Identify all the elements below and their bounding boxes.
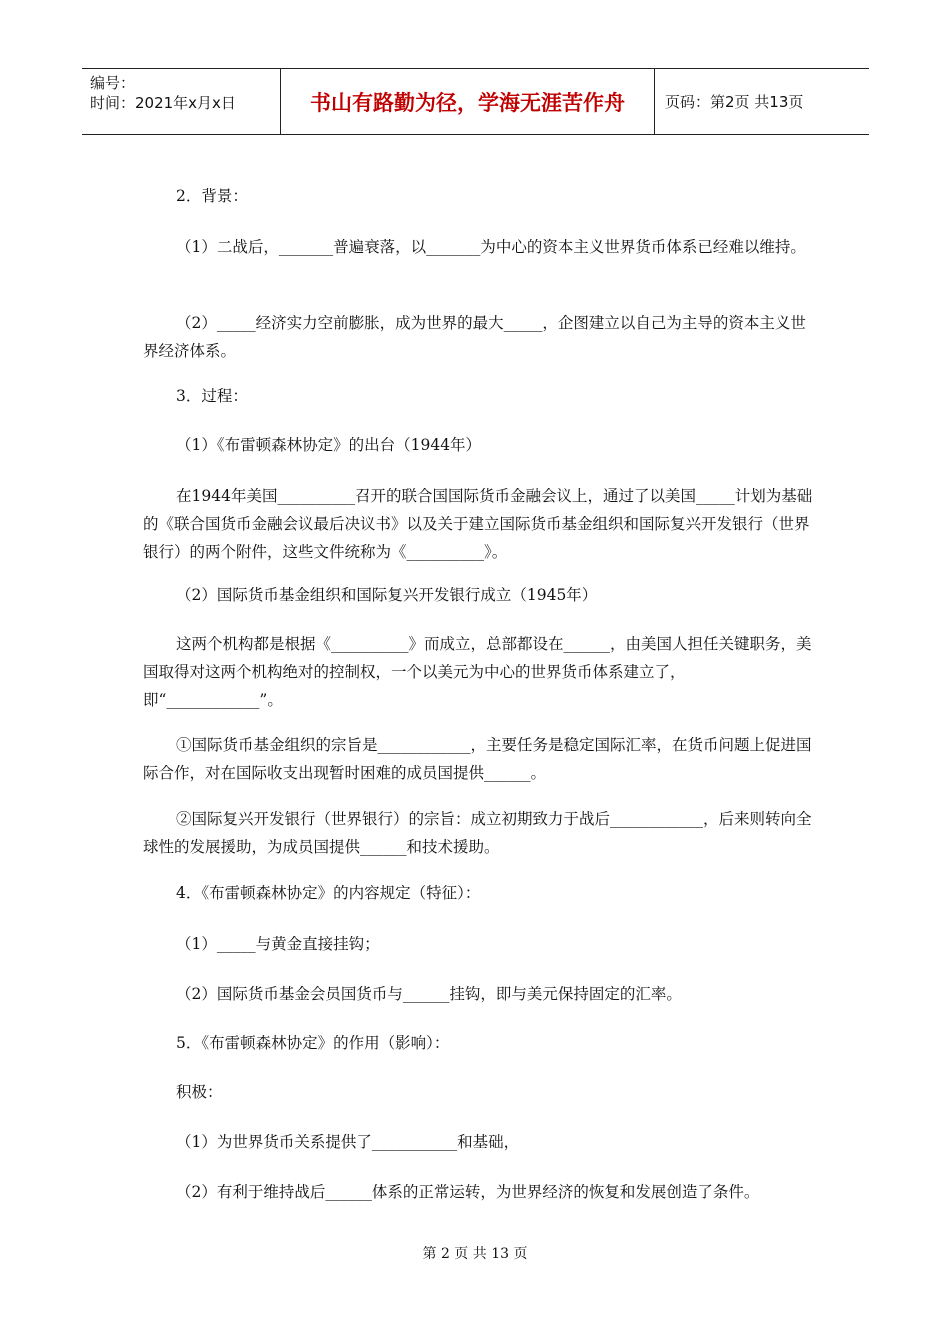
section-heading-content: 4．《布雷顿森林协定》的内容规定（特征）： (176, 884, 481, 902)
subheading: 积极： (176, 1083, 223, 1101)
section-heading-process: 3．过程： (176, 387, 248, 405)
paragraph: ②国际复兴开发银行（世界银行）的宗旨：成立初期致力于战后____________，后来则转向全球性的发展援助，为成员国提供______和技术援助。 (143, 810, 812, 856)
paragraph: 这两个机构都是根据《__________》而成立，总部都设在______，由美国人担任关键职务，美国取得对这两个机构绝对的控制权，一个以美元为中心的世界货币体系建立了，即“____________”。 (143, 635, 812, 709)
section-heading-background: 2．背景： (176, 187, 248, 205)
subheading: （1）《布雷顿森林协定》的出台（1944年） (176, 436, 482, 454)
list-item: （1）为世界货币关系提供了___________和基础， (176, 1133, 520, 1151)
paragraph: （1）二战后，_______普遍衰落，以_______为中心的资本主义世界货币体系已经难以维持。 (176, 238, 806, 256)
page-header (82, 68, 869, 135)
list-item: （1）_____与黄金直接挂钩； (176, 935, 380, 953)
list-item: （2）有利于维持战后______体系的正常运转，为世界经济的恢复和发展创造了条件。 (176, 1183, 760, 1201)
list-item: （2）国际货币基金会员国货币与______挂钩，即与美元保持固定的汇率。 (176, 985, 682, 1003)
document-date-label: 时间：2021年x月x日 (90, 94, 236, 112)
header-page-number: 页码：第2页 共13页 (665, 93, 804, 111)
header-motto: 书山有路勤为径，学海无涯苦作舟 (281, 69, 655, 134)
document-number-label: 编号： (90, 74, 136, 92)
section-heading-effects: 5．《布雷顿森林协定》的作用（影响）： (176, 1034, 450, 1052)
paragraph: （2）_____经济实力空前膨胀，成为世界的最大_____，企图建立以自己为主导的资本主义世界经济体系。 (143, 314, 806, 360)
paragraph: 在1944年美国__________召开的联合国国际货币金融会议上，通过了以美国_____计划为基础的《联合国货币金融会议最后决议书》以及关于建立国际货币基金组织和国际复兴开发银行（世界银行）的两个附件，这些文件统称为《__________》。 (143, 487, 813, 561)
page-footer: 第 2 页 共 13 页 (422, 1246, 528, 1262)
subheading: （2）国际货币基金组织和国际复兴开发银行成立（1945年） (176, 586, 598, 604)
header-meta-cell (82, 69, 281, 134)
paragraph: ①国际货币基金组织的宗旨是____________，主要任务是稳定国际汇率，在货币问题上促进国际合作，对在国际收支出现暂时困难的成员国提供______。 (143, 736, 812, 782)
